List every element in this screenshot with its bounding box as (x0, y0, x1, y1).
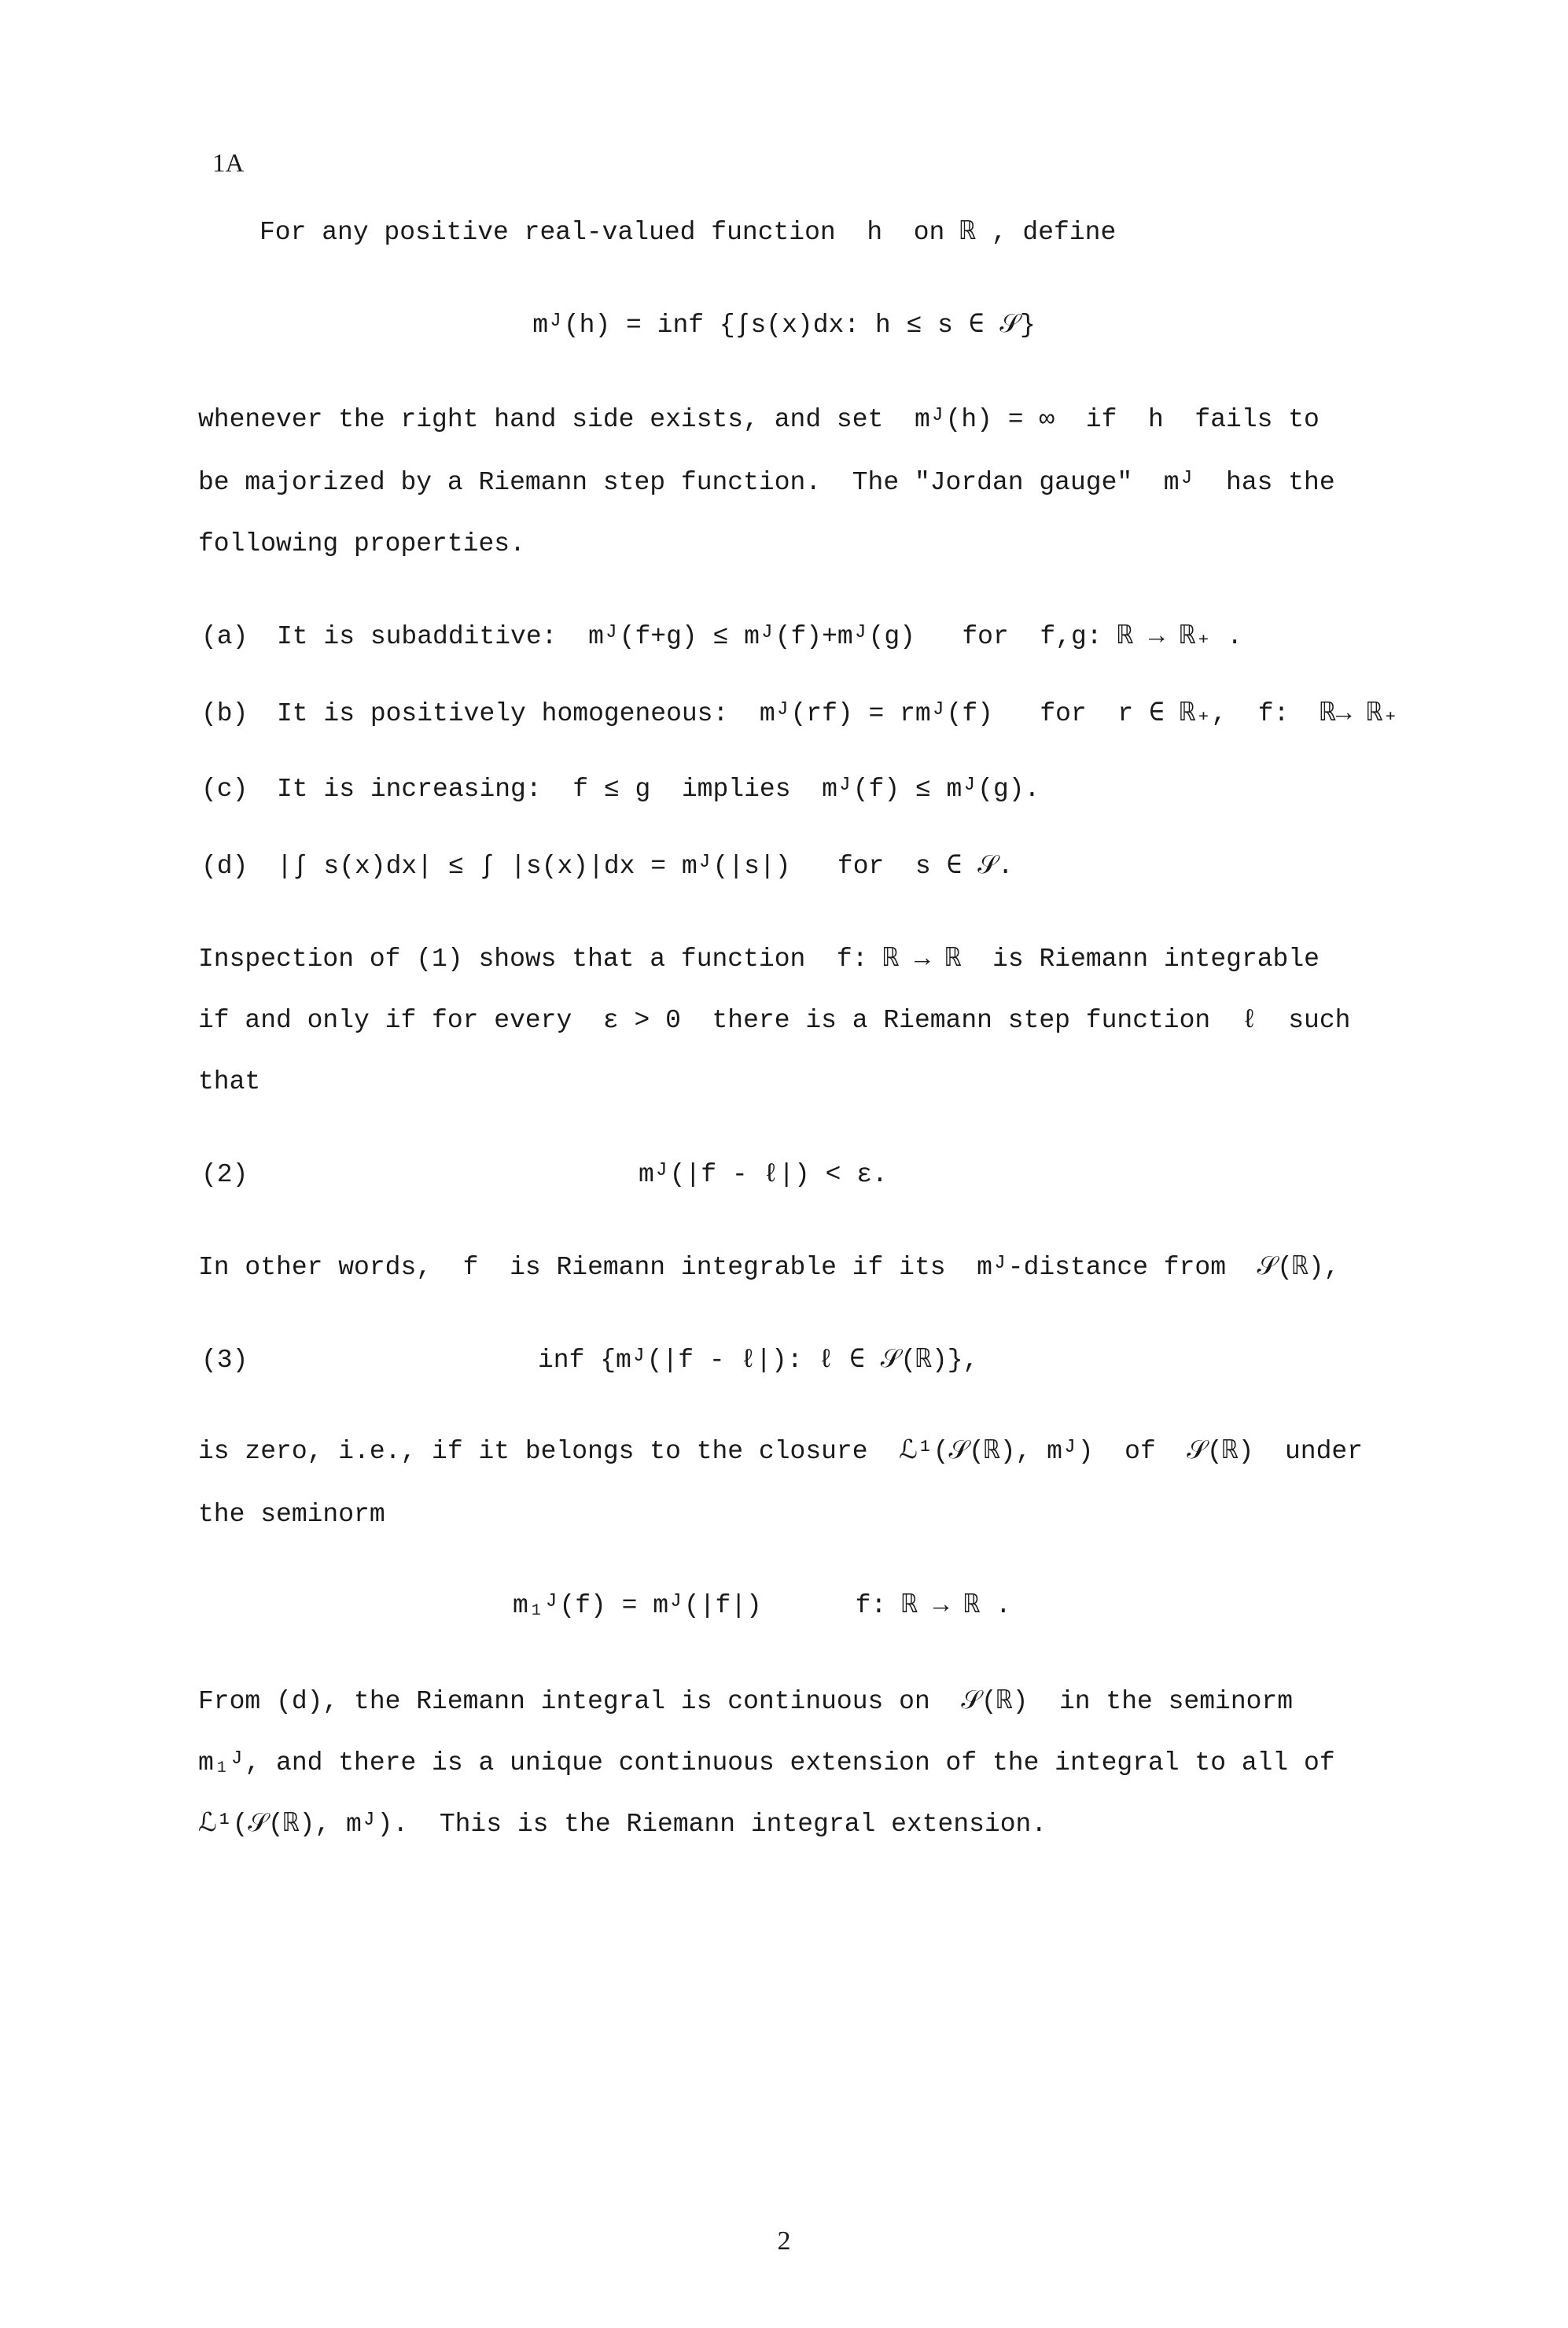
property-a-label: (a) (201, 622, 248, 651)
property-b-text: It is positively homogeneous: mᴶ(rf) = rmᴶ(f) for r ∈ ℝ₊, f: ℝ→ ℝ₊ (277, 699, 1399, 728)
section-label: 1A (212, 149, 245, 178)
equation-2-formula: mᴶ(|f - ℓ|) < ε. (639, 1160, 888, 1189)
paragraph-6-line-2: m₁ᴶ, and there is a unique continuous extension of the integral to all of (198, 1748, 1335, 1777)
paragraph-3-line-1: Inspection of (1) shows that a function f: ℝ → ℝ is Riemann integrable (198, 945, 1320, 974)
property-c-text: It is increasing: f ≤ g implies mᴶ(f) ≤ mᴶ(g). (277, 775, 1040, 804)
property-c-label: (c) (201, 775, 248, 804)
paragraph-4-line-1: In other words, f is Riemann integrable if its mᴶ-distance from 𝒮(ℝ), (198, 1253, 1340, 1282)
property-b-label: (b) (201, 699, 248, 728)
property-d-label: (d) (201, 852, 248, 881)
paragraph-6-line-1: From (d), the Riemann integral is continuous on 𝒮(ℝ) in the seminorm (198, 1687, 1294, 1716)
paragraph-2-line-2: be majorized by a Riemann step function. The "Jordan gauge" mᴶ has the (198, 468, 1335, 497)
page-number: 2 (777, 2227, 791, 2256)
equation-2-label: (2) (201, 1160, 248, 1189)
paragraph-5-line-1: is zero, i.e., if it belongs to the closure ℒ¹(𝒮(ℝ), mᴶ) of 𝒮(ℝ) under (198, 1437, 1364, 1466)
equation-jordan-gauge: mᴶ(h) = inf {∫s(x)dx: h ≤ s ∈ 𝒮} (532, 311, 1036, 340)
equation-3-formula: inf {mᴶ(|f - ℓ|): ℓ ∈ 𝒮(ℝ)}, (538, 1346, 979, 1375)
paragraph-2-line-1: whenever the right hand side exists, and set mᴶ(h) = ∞ if h fails to (198, 405, 1320, 434)
property-d-text: |∫ s(x)dx| ≤ ∫ |s(x)|dx = mᴶ(|s|) for s ∈ 𝒮. (277, 852, 1014, 881)
paragraph-3-line-2: if and only if for every ε > 0 there is a Riemann step function ℓ such (198, 1006, 1351, 1035)
paragraph-1-line-1: For any positive real-valued function h on ℝ , define (259, 218, 1117, 247)
paragraph-3-line-3: that (198, 1067, 261, 1096)
equation-seminorm: m₁ᴶ(f) = mᴶ(|f|) f: ℝ → ℝ . (513, 1591, 1011, 1620)
equation-3-label: (3) (201, 1346, 248, 1375)
paragraph-5-line-2: the seminorm (198, 1500, 385, 1529)
paragraph-6-line-3: ℒ¹(𝒮(ℝ), mᴶ). This is the Riemann integral extension. (198, 1810, 1047, 1839)
paragraph-2-line-3: following properties. (198, 529, 525, 558)
property-a-text: It is subadditive: mᴶ(f+g) ≤ mᴶ(f)+mᴶ(g) for f,g: ℝ → ℝ₊ . (277, 622, 1242, 651)
